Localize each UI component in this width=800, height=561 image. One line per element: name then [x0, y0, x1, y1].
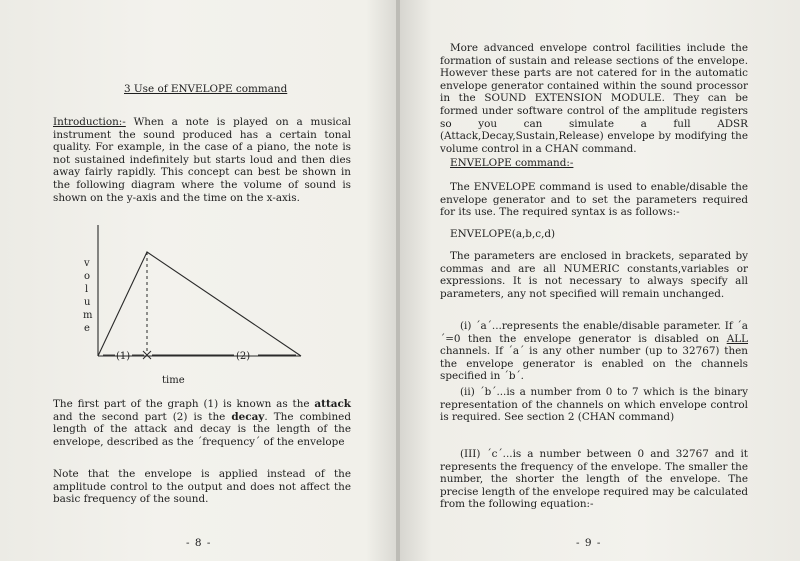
- all-term: ALL: [726, 332, 748, 345]
- right-page: [400, 0, 800, 561]
- attack-decay-paragraph: [53, 398, 351, 448]
- note-paragraph: Note that the envelope is applied instead of the amplitude control to the output and does not affect the basic frequency of the sound.: [53, 468, 351, 506]
- peak-x-marker: [143, 351, 151, 359]
- para-text: . The combined length of the attack and decay is the length of the envelope, described as the ´frequency´ of the envelope: [53, 410, 351, 448]
- param-a-text: (i) ´a´...represents the enable/disable parameter. If ´a´=0 then the envelope generator is disabled on: [440, 320, 748, 345]
- advanced-envelope-paragraph: More advanced envelope control facilities include the formation of sustain and release sections of the envelope. However these parts are not catered for in the automatic envelope generator contained within the sound processor in the SOUND EXTENSION MODULE. They can be formed under software control of the amplitude registers so you can simulate a full ADSR (Attack,Decay,Sustain,Release) envelope by modifying the volume control in a CHAN command.: [440, 42, 748, 155]
- param-a-text: channels. If ´a´ is any other number (up to 32767) then the envelope generator is enabled on the channels specified in ´b´.: [440, 345, 748, 383]
- param-b-paragraph: (ii) ´b´...is a number from 0 to 7 which is the binary representation of the channels on which envelope control is required. See section 2 (CHAN command): [440, 386, 748, 424]
- left-page: [0, 0, 398, 561]
- segment1-label: (1): [116, 351, 131, 362]
- y-label-letter: m: [83, 310, 93, 321]
- y-label-letter: o: [84, 271, 91, 282]
- page-number: - 8 -: [186, 537, 212, 549]
- envelope-command-heading: ENVELOPE command:-: [450, 157, 574, 169]
- x-axis-label: time: [162, 375, 185, 386]
- section-heading: 3 Use of ENVELOPE command: [124, 83, 288, 95]
- para-text: and the second part (2) is the: [53, 410, 232, 423]
- attack-term: attack: [314, 398, 351, 410]
- segment2-label: (2): [236, 351, 251, 362]
- envelope-command-paragraph: The ENVELOPE command is used to enable/disable the envelope generator and to set the parameters required for its use. The required syntax is as follows:-: [440, 181, 748, 219]
- page-number: - 9 -: [576, 537, 602, 549]
- param-c-paragraph: (III) ´c´...is a number between 0 and 32767 and it represents the frequency of the envelope. The smaller the number, the shorter the length of the envelope. The precise length of the envelope required may be calculated from the following equation:-: [440, 448, 748, 511]
- envelope-curve: [98, 252, 301, 356]
- para-text: The first part of the graph (1) is known as the: [53, 398, 315, 410]
- y-label-letter: e: [84, 323, 90, 334]
- y-label-letter: l: [85, 284, 89, 295]
- introduction-text: When a note is played on a musical instrument the sound produced has a certain tonal quality. For example, in the case of a piano, the note is not sustained indefinitely but starts loud and then dies away fairly rapidly. This concept can best be shown in the following diagram where the volume of sound is shown on the y-axis and the time on the x-axis.: [53, 116, 351, 204]
- syntax-line: ENVELOPE(a,b,c,d): [450, 228, 556, 240]
- param-a-paragraph: [440, 320, 748, 383]
- decay-term: decay: [231, 410, 265, 423]
- parameters-paragraph: The parameters are enclosed in brackets, separated by commas and are all NUMERIC constants,variables or expressions. It is not necessary to always specify all parameters, any not specified will remain unchanged.: [440, 250, 748, 300]
- introduction-label: Introduction:-: [53, 116, 126, 128]
- y-label-letter: v: [84, 258, 90, 269]
- y-label-letter: u: [84, 297, 91, 308]
